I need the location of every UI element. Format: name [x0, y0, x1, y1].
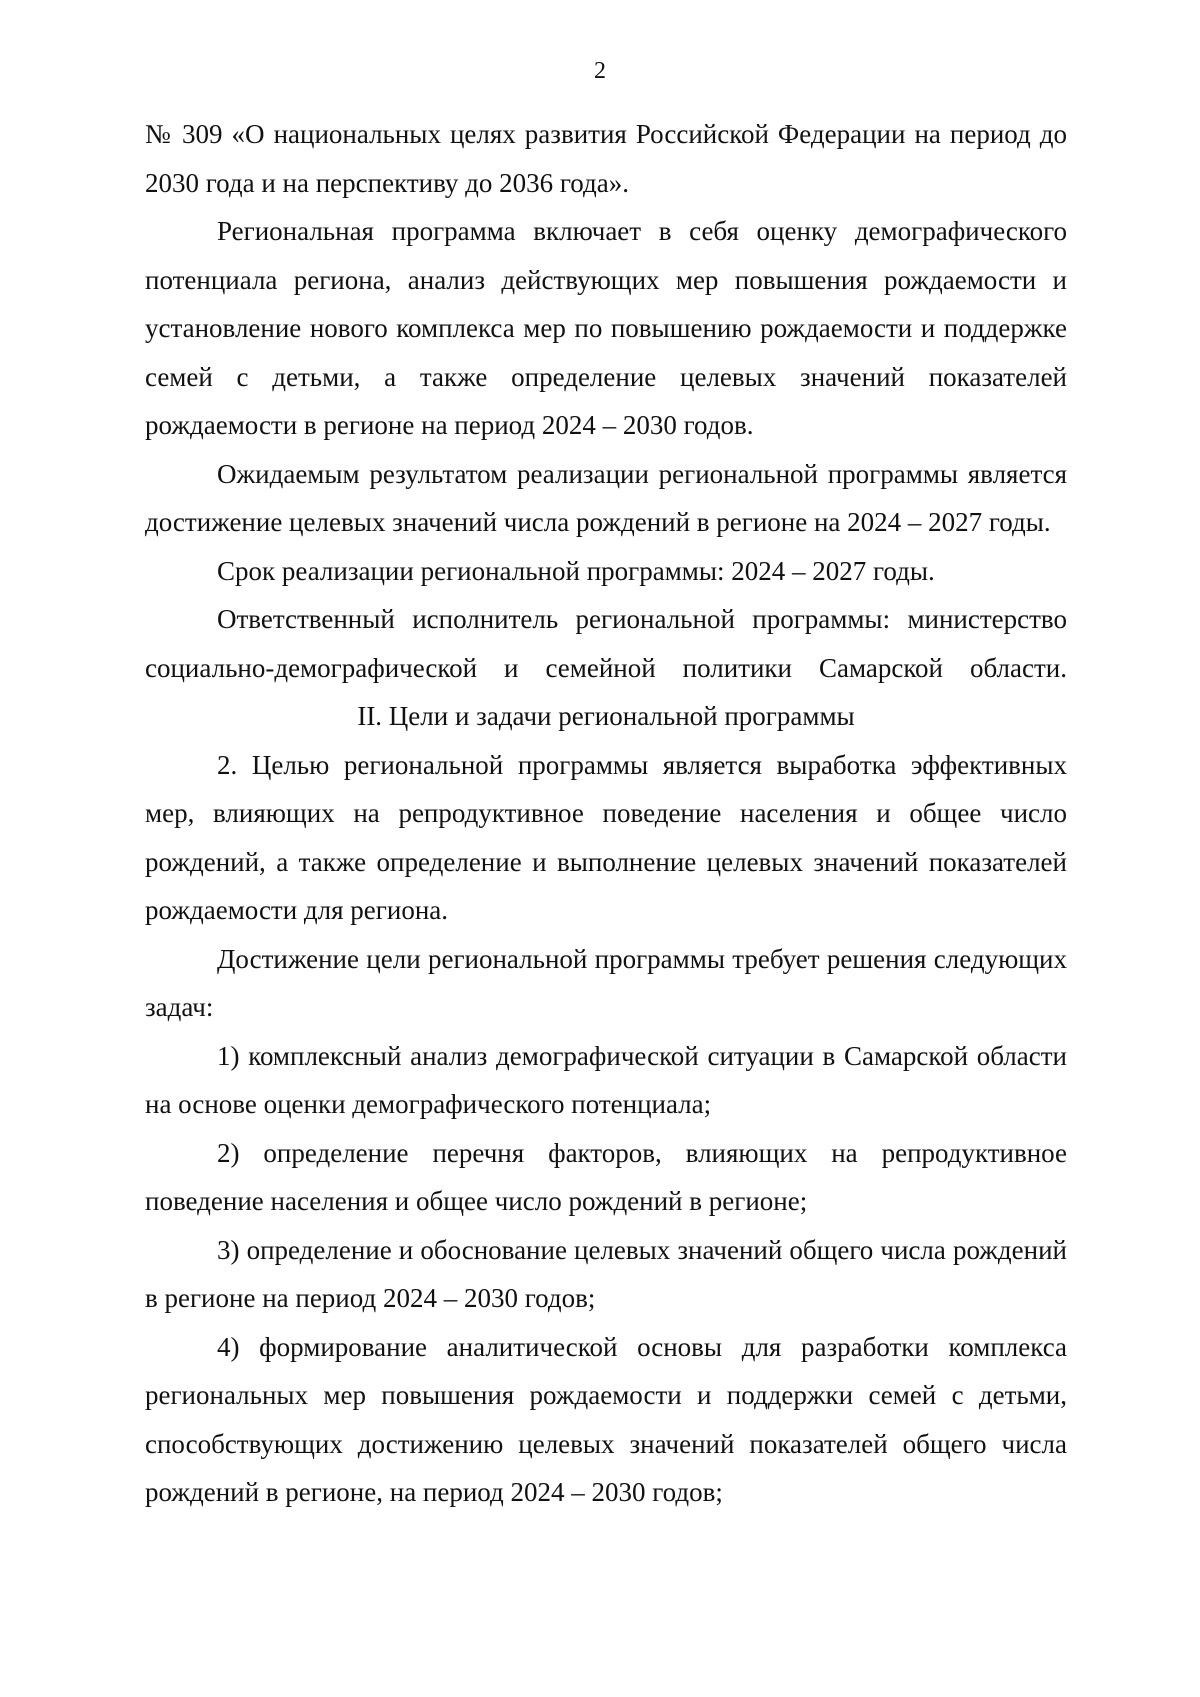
paragraph-implementation-period: Срок реализации региональной программы: 2024 – 2027 годы.: [217, 555, 935, 586]
paragraph-responsible-executor: Ответственный исполнитель региональной программы: министерство социально-демографической и семейной политики Самарской области.: [145, 604, 1067, 683]
paragraph-program-contents: Региональная программа включает в себя оценку демографического потенциала региона, анализ действующих мер повышения рождаемости и установление нового комплекса мер по повышению рождаемости и поддержке семей с детьми, а также определение целевых значений показателей рождаемости в регионе на период 2024 – 2030 годов.: [145, 216, 1067, 440]
section-heading: II. Цели и задачи региональной программы: [357, 701, 855, 731]
paragraph-decree-reference: № 309 «О национальных целях развития Российской Федерации на период до 2030 года и на перспективу до 2036 года».: [145, 119, 1067, 198]
paragraph-tasks-intro: Достижение цели региональной программы требует решения следующих задач:: [145, 943, 1067, 1022]
paragraph-expected-result: Ожидаемым результатом реализации региональной программы является достижение целевых значений числа рождений в регионе на 2024 – 2027 годы.: [145, 458, 1067, 537]
document-body: [145, 110, 1067, 1517]
page-number: 2: [594, 58, 606, 84]
list-item-task-1: 1) комплексный анализ демографической ситуации в Самарской области на основе оценки демографического потенциала;: [145, 1040, 1067, 1119]
list-item-task-4: 4) формирование аналитической основы для разработки комплекса региональных мер повышения рождаемости и поддержки семей с детьми, способствующих достижению целевых значений показателей общего числа рождений в регионе, на период 2024 – 2030 годов;: [145, 1331, 1067, 1507]
list-item-task-3: 3) определение и обоснование целевых значений общего числа рождений в регионе на период 2024 – 2030 годов;: [145, 1234, 1067, 1313]
list-item-task-2: 2) определение перечня факторов, влияющих на репродуктивное поведение населения и общее число рождений в регионе;: [145, 1137, 1067, 1216]
paragraph-program-goal: 2. Целью региональной программы является выработка эффективных мер, влияющих на репродуктивное поведение населения и общее число рождений, а также определение и выполнение целевых значений показателей рождаемости для региона.: [145, 749, 1067, 925]
